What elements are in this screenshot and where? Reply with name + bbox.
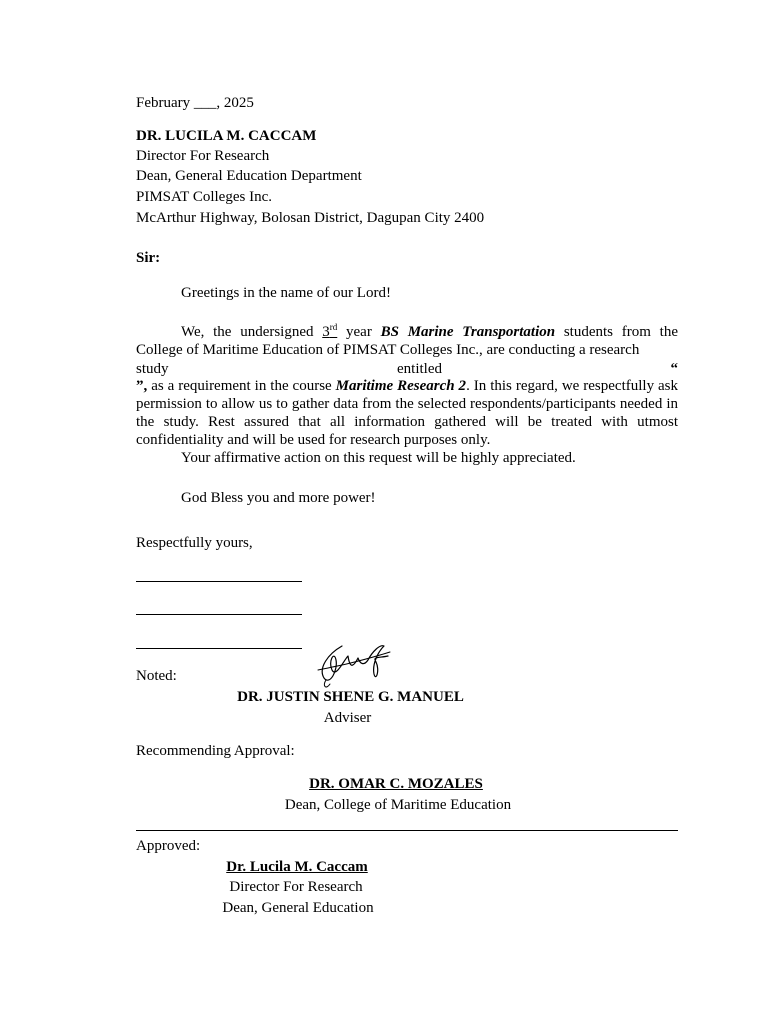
noted-label: Noted: — [136, 668, 177, 684]
body-paragraph-1-start — [136, 323, 678, 359]
recipient-name: DR. LUCILA M. CACCAM — [136, 128, 317, 144]
closing: Respectfully yours, — [136, 535, 253, 551]
recipient-department: Dean, General Education Department — [136, 168, 362, 184]
salutation: Sir: — [136, 250, 161, 266]
year-suffix: rd — [329, 322, 338, 332]
entitled-row — [136, 359, 678, 377]
body-text: as a requirement in the course — [147, 378, 336, 394]
approved-role-1: Director For Research — [229, 879, 363, 895]
recipient-title: Director For Research — [136, 148, 270, 164]
word-study: study — [136, 361, 169, 377]
approved-role-2: Dean, General Education — [222, 900, 374, 916]
year-digit: 3 — [322, 324, 330, 340]
open-quote: “ — [670, 361, 678, 377]
signature-line-2 — [136, 614, 302, 615]
program-name: BS Marine Transportation — [380, 324, 556, 340]
signature-line-1 — [136, 581, 302, 582]
body-text: year — [337, 324, 381, 340]
body-text: . In this regard, we respectfully ask permission to allow us to gather data from the selected respondents/participants needed in the study. Rest assured that all information gathered will be treated with utmost confidentiality and will be used for research purposes only. — [136, 378, 679, 448]
recommending-label: Recommending Approval: — [136, 743, 295, 759]
course-name: Maritime Research 2 — [335, 378, 467, 394]
year-number — [322, 324, 337, 340]
handwritten-signature — [314, 640, 392, 690]
divider-rule — [136, 830, 678, 831]
signature-line-3 — [136, 648, 302, 649]
body-text: students from the College of Maritime Education of PIMSAT Colleges Inc., are conducting a research — [136, 324, 678, 358]
approved-label: Approved: — [136, 838, 201, 854]
body-paragraph-1-end — [136, 377, 678, 449]
recommending-name: DR. OMAR C. MOZALES — [309, 776, 483, 792]
letter-date: February ___, 2025 — [136, 95, 254, 111]
noted-role: Adviser — [323, 710, 372, 726]
recipient-address: McArthur Highway, Bolosan District, Dagupan City 2400 — [136, 210, 485, 226]
body-paragraph-2: Your affirmative action on this request will be highly appreciated. — [181, 450, 576, 466]
recipient-institution: PIMSAT Colleges Inc. — [136, 189, 272, 205]
close-quote: ”, — [136, 378, 148, 394]
body-paragraph-3: God Bless you and more power! — [181, 490, 376, 506]
greeting: Greetings in the name of our Lord! — [181, 285, 391, 301]
word-entitled: entitled — [397, 361, 442, 377]
recommending-role: Dean, College of Maritime Education — [284, 797, 512, 813]
noted-name: DR. JUSTIN SHENE G. MANUEL — [237, 689, 464, 705]
approved-name: Dr. Lucila M. Caccam — [226, 859, 368, 875]
body-text: We, the undersigned — [181, 324, 323, 340]
